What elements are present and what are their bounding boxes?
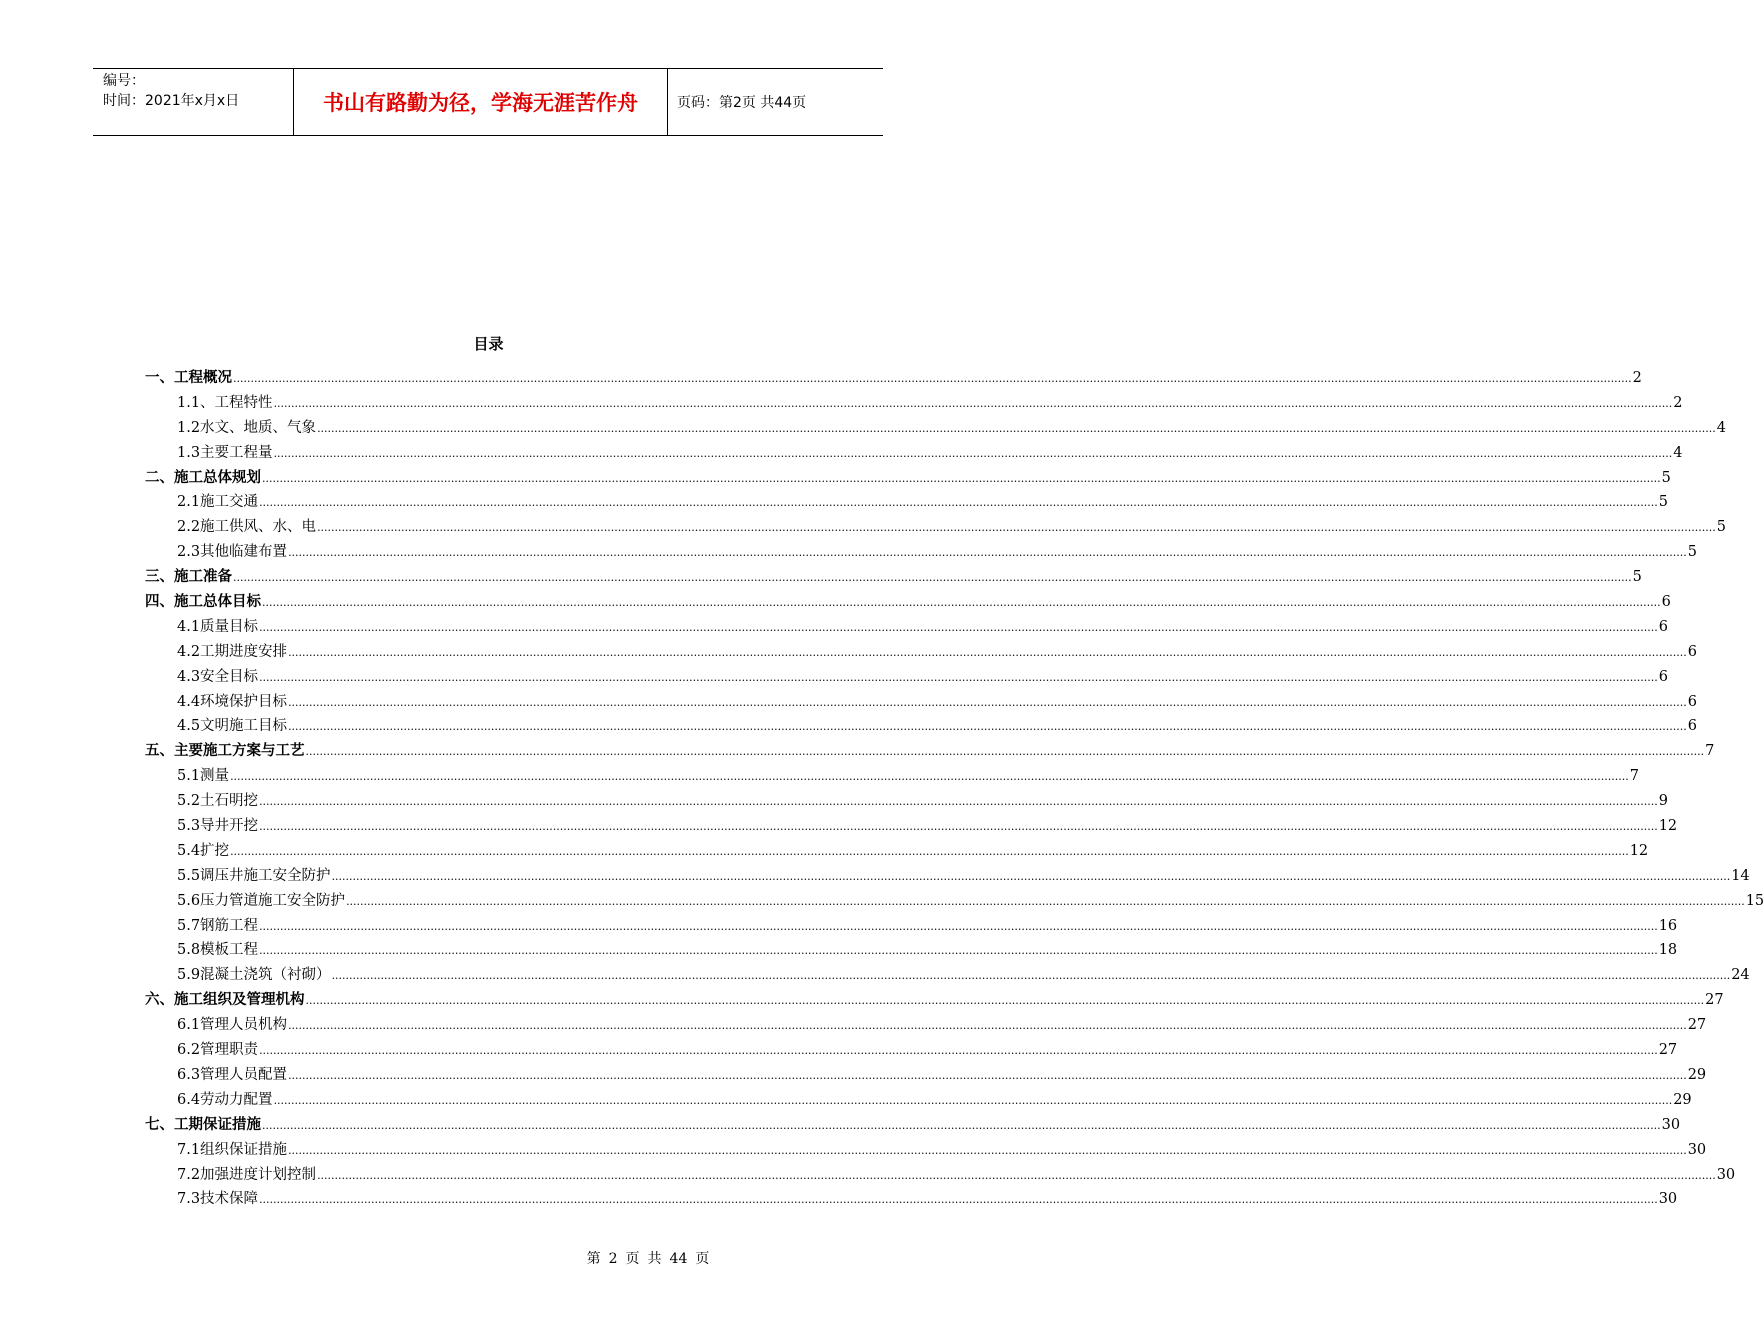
toc-dot-leader: ................................................................................................................................................................................................................................................................................................................................................................................................................: [273, 446, 1673, 460]
toc-entry[interactable]: [145, 864, 1750, 889]
toc-dot-leader: ................................................................................................................................................................................................................................................................................................................................................................................................................: [305, 745, 1705, 759]
footer-total: 44: [669, 1251, 688, 1267]
toc-dot-leader: ................................................................................................................................................................................................................................................................................................................................................................................................................: [259, 944, 1658, 958]
toc-entry[interactable]: [145, 690, 1697, 715]
toc-entry-label: 六、施工组织及管理机构: [145, 992, 305, 1009]
toc-entry-label: 2.2施工供风、水、电: [177, 519, 317, 536]
toc-dot-leader: ................................................................................................................................................................................................................................................................................................................................................................................................................: [259, 1044, 1658, 1058]
toc-entry-page: 14: [1731, 867, 1750, 884]
toc-entry-page: 5: [1632, 569, 1642, 586]
toc-dot-leader: ................................................................................................................................................................................................................................................................................................................................................................................................................: [288, 720, 1687, 734]
toc-entry-label: 4.2工期进度安排: [177, 643, 288, 660]
toc-entry-label: 一、工程概况: [145, 370, 232, 386]
toc-entry[interactable]: [145, 565, 1642, 590]
toc-dot-leader: ................................................................................................................................................................................................................................................................................................................................................................................................................: [288, 695, 1687, 709]
toc-entry[interactable]: [145, 839, 1649, 864]
toc-entry-page: 15: [1745, 892, 1764, 909]
toc-dot-leader: ................................................................................................................................................................................................................................................................................................................................................................................................................: [273, 1093, 1673, 1107]
toc-entry-label: 五、主要施工方案与工艺: [145, 743, 305, 760]
toc-entry-page: 18: [1658, 942, 1678, 959]
toc-title: 目录: [473, 335, 504, 353]
toc-dot-leader: ................................................................................................................................................................................................................................................................................................................................................................................................................: [259, 1193, 1658, 1207]
toc-entry-label: 5.8模板工程: [177, 942, 259, 959]
toc-entry[interactable]: [145, 889, 1764, 914]
toc-entry-page: 9: [1658, 793, 1668, 810]
toc-entry[interactable]: [145, 490, 1668, 515]
toc-entry[interactable]: [145, 1013, 1707, 1038]
toc-entry-label: 2.3其他临建布置: [177, 544, 288, 561]
toc-entry-page: 29: [1687, 1066, 1707, 1083]
toc-entry[interactable]: [145, 814, 1678, 839]
toc-dot-leader: ................................................................................................................................................................................................................................................................................................................................................................................................................: [317, 421, 1716, 435]
toc-dot-leader: ................................................................................................................................................................................................................................................................................................................................................................................................................: [317, 521, 1716, 535]
toc-entry[interactable]: [145, 963, 1750, 988]
toc-entry[interactable]: [145, 714, 1697, 739]
footer-prefix: 第: [586, 1251, 601, 1267]
toc-entry[interactable]: [145, 938, 1678, 963]
toc-entry-label: 5.5调压井施工安全防护: [177, 867, 331, 884]
toc-entry-label: 5.3导井开挖: [177, 818, 259, 835]
toc-entry-label: 4.5文明施工目标: [177, 718, 288, 735]
toc-dot-leader: ................................................................................................................................................................................................................................................................................................................................................................................................................: [331, 869, 1731, 883]
toc-entry-page: 24: [1731, 967, 1750, 984]
time-label: 时间：2021年x月x日: [103, 93, 240, 109]
toc-entry-page: 6: [1658, 668, 1668, 685]
toc-entry[interactable]: [145, 1113, 1681, 1138]
toc-entry-label: 1.2水文、地质、气象: [177, 419, 317, 436]
header-info: [103, 71, 239, 111]
toc-entry-label: 7.3技术保障: [177, 1191, 259, 1208]
toc-entry[interactable]: [145, 789, 1668, 814]
toc-entry-page: 27: [1658, 1042, 1678, 1059]
toc-dot-leader: ................................................................................................................................................................................................................................................................................................................................................................................................................: [259, 820, 1658, 834]
toc-entry-label: 5.1测量: [177, 768, 230, 785]
toc-entry-label: 4.4环境保护目标: [177, 693, 288, 710]
toc-entry-page: 5: [1716, 519, 1726, 536]
toc-dot-leader: ................................................................................................................................................................................................................................................................................................................................................................................................................: [288, 546, 1687, 560]
toc-entry-label: 四、施工总体目标: [145, 594, 261, 611]
toc-entry-page: 12: [1658, 818, 1678, 835]
page-footer: [0, 1248, 1296, 1268]
toc-dot-leader: ................................................................................................................................................................................................................................................................................................................................................................................................................: [262, 1118, 1661, 1132]
toc-entry[interactable]: [145, 1187, 1678, 1212]
toc-entry-page: 6: [1687, 643, 1697, 660]
table-of-contents: [145, 366, 1764, 1212]
toc-entry[interactable]: [145, 914, 1678, 939]
toc-dot-leader: ................................................................................................................................................................................................................................................................................................................................................................................................................: [288, 645, 1687, 659]
footer-suffix: 页: [695, 1251, 710, 1267]
number-label: 编号：: [103, 73, 145, 89]
footer-mid1: 页: [625, 1251, 640, 1267]
toc-entry-label: 6.3管理人员配置: [177, 1066, 288, 1083]
toc-entry-label: 七、工期保证措施: [145, 1116, 261, 1133]
toc-entry-label: 5.4扩挖: [177, 842, 230, 859]
toc-entry-page: 6: [1658, 618, 1668, 635]
footer-mid2: 共: [647, 1251, 662, 1267]
page-header: [93, 68, 883, 136]
toc-entry[interactable]: [145, 441, 1683, 466]
toc-entry-label: 5.6压力管道施工安全防护: [177, 892, 346, 909]
header-page-label: 页码：第2页 共44页: [677, 95, 807, 111]
toc-dot-leader: ................................................................................................................................................................................................................................................................................................................................................................................................................: [259, 496, 1658, 510]
toc-entry-page: 5: [1658, 494, 1668, 511]
toc-entry-label: 6.4劳动力配置: [177, 1091, 273, 1108]
toc-dot-leader: ................................................................................................................................................................................................................................................................................................................................................................................................................: [288, 1068, 1687, 1082]
toc-dot-leader: ................................................................................................................................................................................................................................................................................................................................................................................................................: [259, 620, 1658, 634]
toc-dot-leader: ................................................................................................................................................................................................................................................................................................................................................................................................................: [288, 1143, 1687, 1157]
toc-entry[interactable]: [145, 640, 1697, 665]
toc-entry[interactable]: [145, 739, 1715, 764]
toc-entry-label: 4.3安全目标: [177, 668, 259, 685]
toc-entry-page: 4: [1716, 419, 1726, 436]
toc-entry-page: 27: [1705, 992, 1724, 1009]
toc-entry-label: 4.1质量目标: [177, 618, 259, 635]
toc-dot-leader: ................................................................................................................................................................................................................................................................................................................................................................................................................: [262, 596, 1661, 610]
toc-dot-leader: ................................................................................................................................................................................................................................................................................................................................................................................................................: [317, 1168, 1716, 1182]
toc-entry[interactable]: [145, 416, 1726, 441]
toc-entry-label: 二、施工总体规划: [145, 469, 261, 486]
toc-entry-label: 5.2土石明挖: [177, 793, 259, 810]
toc-entry-label: 5.9混凝土浇筑（衬砌）: [177, 967, 331, 984]
toc-entry-label: 6.1管理人员机构: [177, 1017, 288, 1034]
toc-entry[interactable]: [145, 1038, 1678, 1063]
toc-entry-page: 30: [1658, 1191, 1678, 1208]
toc-dot-leader: ................................................................................................................................................................................................................................................................................................................................................................................................................: [230, 770, 1629, 784]
toc-entry-page: 29: [1673, 1091, 1692, 1108]
toc-entry-page: 6: [1687, 693, 1697, 710]
toc-dot-leader: ................................................................................................................................................................................................................................................................................................................................................................................................................: [230, 844, 1629, 858]
toc-entry-page: 6: [1661, 594, 1671, 611]
toc-entry[interactable]: [145, 1088, 1692, 1113]
toc-entry-page: 7: [1629, 768, 1639, 785]
toc-entry[interactable]: [145, 615, 1668, 640]
header-motto: 书山有路勤为径，学海无涯苦作舟: [323, 91, 638, 115]
toc-entry-page: 12: [1629, 842, 1649, 859]
toc-dot-leader: ................................................................................................................................................................................................................................................................................................................................................................................................................: [273, 396, 1673, 410]
footer-page: 2: [608, 1251, 618, 1267]
toc-entry-label: 7.1组织保证措施: [177, 1141, 288, 1158]
toc-entry-label: 6.2管理职责: [177, 1042, 259, 1059]
toc-entry-page: 30: [1687, 1141, 1707, 1158]
toc-dot-leader: ................................................................................................................................................................................................................................................................................................................................................................................................................: [288, 1019, 1687, 1033]
toc-entry-page: 4: [1673, 444, 1683, 461]
toc-entry-label: 1.3主要工程量: [177, 444, 273, 461]
toc-entry-page: 7: [1705, 743, 1715, 760]
toc-entry-page: 30: [1661, 1116, 1681, 1133]
toc-dot-leader: ................................................................................................................................................................................................................................................................................................................................................................................................................: [233, 372, 1632, 385]
toc-dot-leader: ................................................................................................................................................................................................................................................................................................................................................................................................................: [305, 994, 1705, 1008]
toc-entry-page: 6: [1687, 718, 1697, 735]
toc-dot-leader: ................................................................................................................................................................................................................................................................................................................................................................................................................: [233, 571, 1632, 585]
toc-dot-leader: ................................................................................................................................................................................................................................................................................................................................................................................................................: [262, 471, 1661, 485]
header-divider-right: [667, 69, 668, 135]
toc-dot-leader: ................................................................................................................................................................................................................................................................................................................................................................................................................: [259, 670, 1658, 684]
toc-entry-page: 27: [1687, 1017, 1707, 1034]
toc-dot-leader: ................................................................................................................................................................................................................................................................................................................................................................................................................: [259, 919, 1658, 933]
toc-entry[interactable]: [145, 1138, 1707, 1163]
toc-entry-page: 2: [1673, 394, 1683, 411]
toc-entry[interactable]: [145, 590, 1671, 615]
toc-entry[interactable]: [145, 366, 1642, 391]
toc-entry[interactable]: [145, 1063, 1707, 1088]
toc-dot-leader: ................................................................................................................................................................................................................................................................................................................................................................................................................: [346, 894, 1745, 908]
toc-entry[interactable]: [145, 665, 1668, 690]
toc-entry-page: 30: [1716, 1166, 1736, 1183]
toc-entry-label: 三、施工准备: [145, 569, 232, 586]
toc-dot-leader: ................................................................................................................................................................................................................................................................................................................................................................................................................: [331, 969, 1731, 983]
toc-entry-page: 5: [1661, 469, 1671, 486]
toc-entry-page: 5: [1687, 544, 1697, 561]
toc-entry-label: 7.2加强进度计划控制: [177, 1166, 317, 1183]
toc-entry[interactable]: [145, 391, 1683, 416]
toc-entry[interactable]: [145, 1163, 1736, 1188]
toc-entry-label: 2.1施工交通: [177, 494, 259, 511]
toc-entry[interactable]: [145, 988, 1724, 1013]
toc-entry-label: 1.1、工程特性: [177, 394, 273, 411]
toc-entry[interactable]: [145, 515, 1726, 540]
toc-entry[interactable]: [145, 466, 1671, 491]
toc-dot-leader: ................................................................................................................................................................................................................................................................................................................................................................................................................: [259, 795, 1658, 809]
toc-entry-page: 16: [1658, 917, 1678, 934]
toc-entry[interactable]: [145, 540, 1697, 565]
toc-entry-label: 5.7钢筋工程: [177, 917, 259, 934]
toc-entry[interactable]: [145, 764, 1639, 789]
toc-entry-page: 2: [1632, 370, 1642, 386]
